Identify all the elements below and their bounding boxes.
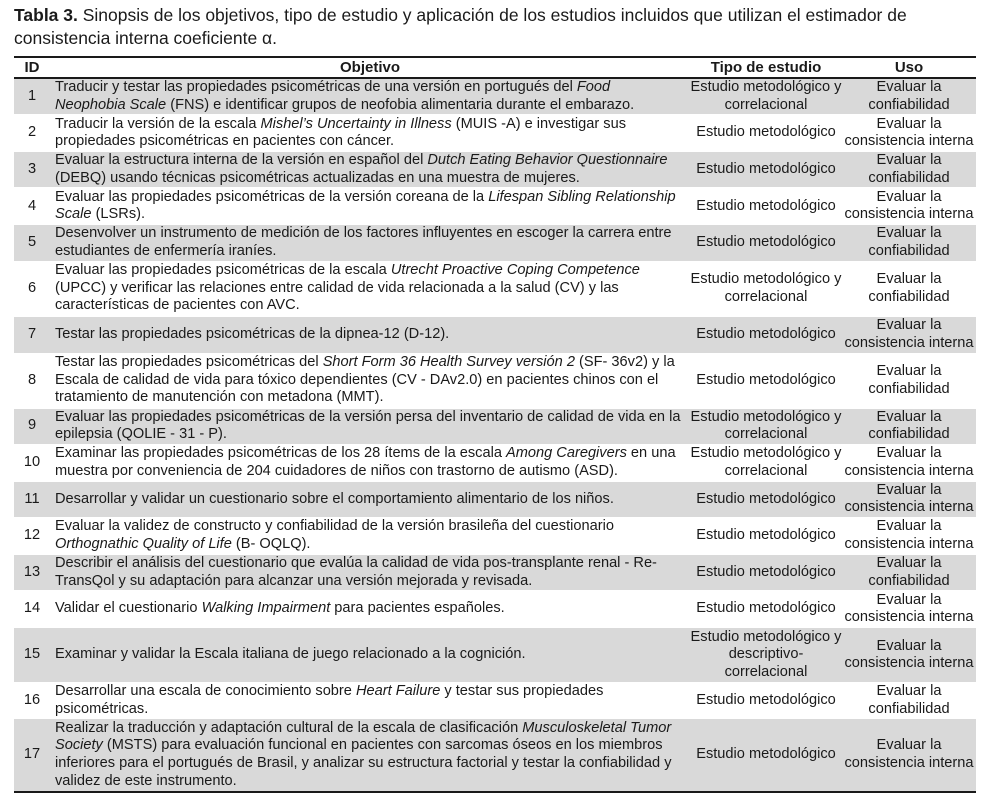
objetivo-text: Evaluar la estructura interna de la versión en español del: [55, 152, 428, 169]
cell-objetivo: [50, 444, 690, 481]
cell-tipo: Estudio metodológico: [690, 188, 842, 225]
objetivo-text: Testar las propiedades psicométricas de la dipnea-12 (D-12).: [55, 325, 450, 342]
cell-objetivo: [50, 261, 690, 316]
table-row: [14, 316, 976, 353]
cell-uso: Evaluar la consistencia interna: [842, 517, 976, 554]
cell-id: 4: [14, 188, 50, 225]
objetivo-text: Desarrollar y validar un cuestionario sobre el comportamiento alimentario de los niños.: [55, 490, 614, 507]
table-row: [14, 225, 976, 261]
cell-id: 11: [14, 481, 50, 517]
header-objetivo: Objetivo: [50, 57, 690, 78]
cell-objetivo: [50, 316, 690, 353]
cell-tipo: Estudio metodológico y correlacional: [690, 78, 842, 115]
cell-id: 16: [14, 683, 50, 719]
cell-tipo: Estudio metodológico: [690, 316, 842, 353]
table-row: [14, 719, 976, 792]
cell-id: 17: [14, 719, 50, 792]
cell-tipo: Estudio metodológico y correlacional: [690, 444, 842, 481]
table-body: [14, 78, 976, 792]
cell-id: 15: [14, 628, 50, 683]
cell-tipo: Estudio metodológico: [690, 719, 842, 792]
table-row: [14, 408, 976, 444]
objetivo-italic-text: Walking Impairment: [201, 600, 331, 617]
objetivo-text: Evaluar las propiedades psicométricas de la versión coreana de la: [55, 188, 489, 205]
objetivo-text: para pacientes españoles.: [330, 600, 505, 617]
cell-objetivo: [50, 628, 690, 683]
objetivo-text: Traducir la versión de la escala: [55, 115, 261, 132]
table-row: [14, 353, 976, 408]
objetivo-text: Examinar las propiedades psicométricas de los 28 ítems de la escala: [55, 445, 507, 462]
cell-objetivo: [50, 115, 690, 152]
cell-objetivo: [50, 78, 690, 115]
caption-label: Tabla 3.: [14, 5, 78, 25]
objetivo-text: (MSTS) para evaluación funcional en pacientes con sarcomas óseos en los miembros inferiores para el portugués de Brasil, y analizar su estructura factorial y testar la confiabilidad y validez de este instrumento.: [55, 737, 672, 789]
cell-uso: Evaluar la consistencia interna: [842, 444, 976, 481]
objetivo-italic-text: Orthognathic Quality of Life: [55, 535, 232, 552]
cell-id: 6: [14, 261, 50, 316]
cell-uso: Evaluar la confiabilidad: [842, 554, 976, 590]
table-row: [14, 115, 976, 152]
cell-tipo: Estudio metodológico: [690, 225, 842, 261]
objetivo-text: Desenvolver un instrumento de medición de los factores influyentes en escoger la carrera entre estudiantes de enfermería iraníes.: [55, 225, 672, 259]
objetivo-text: (LSRs).: [91, 206, 146, 223]
objetivo-text: Evaluar las propiedades psicométricas de la versión persa del inventario de calidad de vida en la epilepsia (QOLIE - 31 - P).: [55, 408, 681, 443]
objetivo-text: (UPCC) y verificar las relaciones entre calidad de vida relacionada a la salud (CV) y las características de pacientes con AVC.: [55, 279, 619, 314]
cell-objetivo: [50, 225, 690, 261]
objetivo-text: y testar sus propiedades psicométricas.: [55, 683, 604, 717]
objetivo-text: en una muestra por conveniencia de 204 cuidadores de niños con trastorno de autismo (ASD).: [55, 445, 676, 479]
cell-uso: Evaluar la confiabilidad: [842, 261, 976, 316]
table-row: [14, 591, 976, 628]
objetivo-text: (DEBQ) usando técnicas psicométricas actualizadas en una muestra de mujeres.: [55, 169, 580, 186]
cell-tipo: Estudio metodológico: [690, 481, 842, 517]
table-row: [14, 444, 976, 481]
cell-tipo: Estudio metodológico: [690, 517, 842, 554]
cell-uso: Evaluar la consistencia interna: [842, 719, 976, 792]
objetivo-italic-text: Lifespan Sibling Relationship Scale: [55, 188, 676, 223]
cell-objetivo: [50, 554, 690, 590]
cell-tipo: Estudio metodológico: [690, 591, 842, 628]
objetivo-italic-text: Food Neophobia Scale: [55, 79, 611, 113]
cell-objetivo: [50, 591, 690, 628]
cell-tipo: Estudio metodológico: [690, 554, 842, 590]
cell-objetivo: [50, 188, 690, 225]
cell-objetivo: [50, 719, 690, 792]
cell-tipo: Estudio metodológico y descriptivo-correlacional: [690, 628, 842, 683]
objetivo-text: Desarrollar una escala de conocimiento sobre: [55, 683, 356, 700]
header-tipo: Tipo de estudio: [690, 57, 842, 78]
objetivo-italic-text: Short Form 36 Health Survey versión 2: [322, 354, 575, 371]
caption-text: Sinopsis de los objetivos, tipo de estudio y aplicación de los estudios incluidos que utilizan el estimador de consistencia interna coeficiente α.: [14, 5, 907, 48]
table-row: [14, 481, 976, 517]
objetivo-text: Describir el análisis del cuestionario que evalúa la calidad de vida pos-transplante renal - Re-TransQol y su adaptación para alcanzar una versión mejorada y revisada.: [55, 554, 657, 589]
table-row: [14, 261, 976, 316]
table-header-row: [14, 57, 976, 78]
cell-id: 1: [14, 78, 50, 115]
table-row: [14, 517, 976, 554]
cell-uso: Evaluar la consistencia interna: [842, 628, 976, 683]
cell-uso: Evaluar la consistencia interna: [842, 188, 976, 225]
cell-uso: Evaluar la confiabilidad: [842, 78, 976, 115]
table-row: [14, 188, 976, 225]
cell-tipo: Estudio metodológico: [690, 115, 842, 152]
cell-id: 10: [14, 444, 50, 481]
objetivo-text: Traducir y testar las propiedades psicométricas de una versión en portugués del: [55, 79, 577, 95]
cell-uso: Evaluar la confiabilidad: [842, 683, 976, 719]
cell-objetivo: [50, 683, 690, 719]
objetivo-italic-text: Dutch Eating Behavior Questionnaire: [427, 152, 668, 169]
cell-id: 3: [14, 152, 50, 188]
table-row: [14, 152, 976, 188]
cell-id: 8: [14, 353, 50, 408]
table-row: [14, 628, 976, 683]
table-row: [14, 78, 976, 115]
header-uso: Uso: [842, 57, 976, 78]
cell-uso: Evaluar la consistencia interna: [842, 481, 976, 517]
objetivo-text: Evaluar la validez de constructo y confiabilidad de la versión brasileña del cuestionario: [55, 518, 614, 535]
objetivo-text: Examinar y validar la Escala italiana de juego relacionado a la cognición.: [55, 646, 526, 663]
cell-id: 9: [14, 408, 50, 444]
cell-uso: Evaluar la consistencia interna: [842, 591, 976, 628]
objetivo-text: Testar las propiedades psicométricas del: [55, 354, 323, 371]
objetivo-text: Validar el cuestionario: [55, 600, 202, 617]
cell-objetivo: [50, 152, 690, 188]
cell-objetivo: [50, 517, 690, 554]
objetivo-text: (FNS) e identificar grupos de neofobia alimentaria durante el embarazo.: [166, 96, 635, 113]
cell-id: 13: [14, 554, 50, 590]
objetivo-italic-text: Among Caregivers: [506, 445, 627, 462]
cell-tipo: Estudio metodológico: [690, 353, 842, 408]
cell-id: 7: [14, 316, 50, 353]
cell-objetivo: [50, 353, 690, 408]
objetivo-text: (B- OQLQ).: [231, 535, 311, 552]
cell-id: 5: [14, 225, 50, 261]
cell-id: 14: [14, 591, 50, 628]
objetivo-text: (MUIS -A) e investigar sus propiedades psicométricas en pacientes con cáncer.: [55, 115, 627, 150]
cell-objetivo: [50, 408, 690, 444]
table-row: [14, 683, 976, 719]
objetivo-italic-text: Heart Failure: [355, 683, 441, 700]
cell-uso: Evaluar la confiabilidad: [842, 353, 976, 408]
objetivo-text: (SF- 36v2) y la Escala de calidad de vida para tóxico dependientes (CV - DAv2.0) en pacientes chinos con el tratamiento de manutención con metadona (MMT).: [55, 354, 675, 406]
table-row: [14, 554, 976, 590]
cell-uso: Evaluar la consistencia interna: [842, 316, 976, 353]
cell-tipo: Estudio metodológico: [690, 152, 842, 188]
cell-objetivo: [50, 481, 690, 517]
cell-uso: Evaluar la consistencia interna: [842, 115, 976, 152]
cell-uso: Evaluar la confiabilidad: [842, 152, 976, 188]
objetivo-text: Evaluar las propiedades psicométricas de la escala: [55, 262, 391, 279]
objetivo-italic-text: Utrecht Proactive Coping Competence: [390, 262, 640, 279]
cell-uso: Evaluar la confiabilidad: [842, 408, 976, 444]
cell-id: 2: [14, 115, 50, 152]
objetivo-text: Realizar la traducción y adaptación cultural de la escala de clasificación: [55, 719, 523, 736]
cell-tipo: Estudio metodológico: [690, 683, 842, 719]
cell-tipo: Estudio metodológico y correlacional: [690, 408, 842, 444]
cell-tipo: Estudio metodológico y correlacional: [690, 261, 842, 316]
cell-uso: Evaluar la confiabilidad: [842, 225, 976, 261]
cell-id: 12: [14, 517, 50, 554]
table-caption: [14, 4, 980, 50]
header-id: ID: [14, 57, 50, 78]
objetivo-italic-text: Mishel’s Uncertainty in Illness: [260, 115, 452, 132]
studies-table: [14, 56, 976, 793]
objetivo-italic-text: Musculoskeletal Tumor Society: [55, 719, 672, 754]
